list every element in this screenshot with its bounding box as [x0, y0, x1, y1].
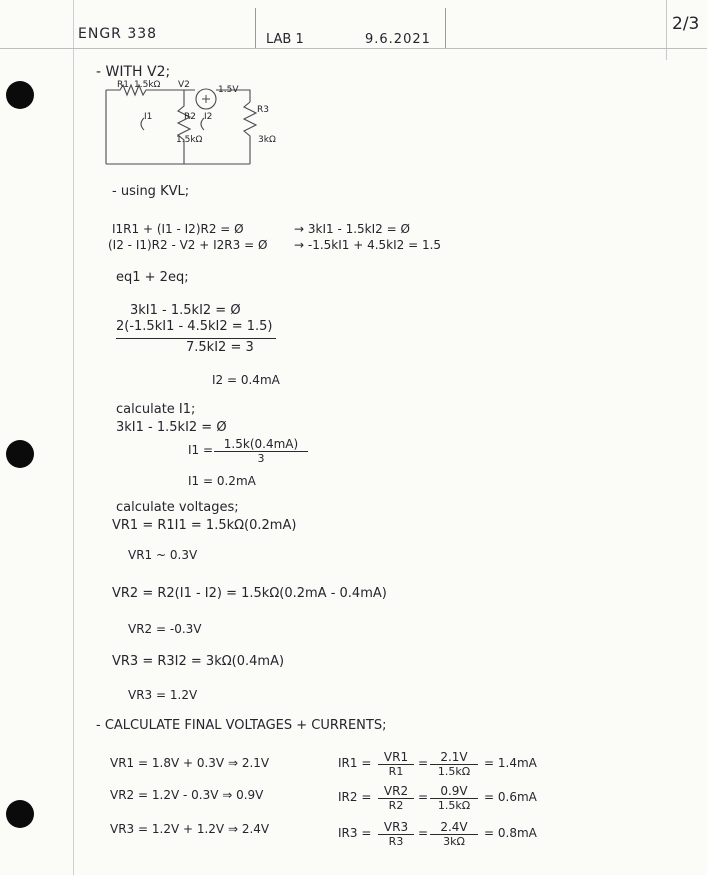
ir3-numerator: VR3 — [378, 820, 414, 835]
r2-value: 1.5kΩ — [176, 135, 203, 145]
final-heading: - CALCULATE FINAL VOLTAGES + CURRENTS; — [96, 718, 387, 733]
i2-result: I2 = 0.4mA — [212, 373, 280, 387]
r2-label: R2 — [184, 112, 196, 122]
ir3-result: = 0.8mA — [484, 826, 537, 840]
ir1-denominator: R1 — [388, 765, 404, 778]
with-v2-heading: - WITH V2; — [96, 64, 171, 80]
v2-label: V2 — [178, 80, 190, 90]
ir3-fraction-symbolic — [378, 820, 414, 848]
r3-label: R3 — [257, 105, 269, 115]
i1-label: I1 — [144, 112, 153, 122]
ir2-denominator: R2 — [388, 799, 404, 812]
ir2-result: = 0.6mA — [484, 790, 537, 804]
ir1-prefix: IR1 = — [338, 756, 372, 770]
kvl-eq2-left: (I2 - I1)R2 - V2 + I2R3 = Ø — [108, 238, 268, 252]
ir1-numerator: VR1 — [378, 750, 414, 765]
vr2-equation: VR2 = R2(I1 - I2) = 1.5kΩ(0.2mA - 0.4mA) — [112, 586, 387, 601]
combine-heading: eq1 + 2eq; — [116, 270, 189, 285]
margin-line — [73, 0, 74, 875]
lab-date: 9.6.2021 — [365, 32, 431, 47]
final-vr3: VR3 = 1.2V + 1.2V ⇒ 2.4V — [110, 822, 270, 836]
kvl-eq2-right: → -1.5kI1 + 4.5kI2 = 1.5 — [294, 238, 442, 252]
ir2-prefix: IR2 = — [338, 790, 372, 804]
calc-i1-numerator: 1.5k(0.4mA) — [214, 437, 308, 452]
kvl-heading: - using KVL; — [112, 184, 190, 199]
combine-line3: 7.5kI2 = 3 — [186, 340, 254, 355]
i2-label: I2 — [204, 112, 213, 122]
i1-result: I1 = 0.2mA — [188, 474, 256, 488]
calc-i1-line1: 3kI1 - 1.5kI2 = Ø — [116, 420, 227, 435]
ir3-prefix: IR3 = — [338, 826, 372, 840]
vr2-result: VR2 = -0.3V — [128, 622, 202, 636]
binder-hole-middle — [6, 440, 34, 468]
r1-label: R1 — [117, 80, 129, 90]
calc-voltages-heading: calculate voltages; — [116, 500, 239, 515]
final-vr2: VR2 = 1.2V - 0.3V ⇒ 0.9V — [110, 788, 264, 802]
combine-line2: 2(-1.5kI1 - 4.5kI2 = 1.5) — [116, 319, 273, 334]
lab-number: LAB 1 — [266, 32, 304, 47]
binder-hole-bottom — [6, 800, 34, 828]
header-divider-1 — [255, 8, 256, 48]
vr1-equation: VR1 = R1I1 = 1.5kΩ(0.2mA) — [112, 518, 297, 533]
ir1-eq-sign: = — [418, 756, 429, 770]
binder-hole-top — [6, 81, 34, 109]
calc-i1-heading: calculate I1; — [116, 402, 196, 417]
ir2-fraction-symbolic — [378, 784, 414, 812]
ir2-eq-sign: = — [418, 790, 429, 804]
v2-value: 1.5V — [218, 85, 239, 95]
header-divider-2 — [445, 8, 446, 48]
r3-value: 3kΩ — [258, 135, 276, 145]
ir1-value-numerator: 2.1V — [430, 750, 478, 765]
final-vr1: VR1 = 1.8V + 0.3V ⇒ 2.1V — [110, 756, 270, 770]
ir3-fraction-numeric — [430, 820, 478, 848]
ir1-result: = 1.4mA — [484, 756, 537, 770]
vr3-equation: VR3 = R3I2 = 3kΩ(0.4mA) — [112, 654, 285, 669]
page-number: 2/3 — [672, 14, 700, 34]
circuit-diagram — [100, 80, 290, 170]
r1-value: 1.5kΩ — [134, 80, 161, 90]
ir1-fraction-symbolic — [378, 750, 414, 778]
ir3-denominator: R3 — [388, 835, 404, 848]
ir1-fraction-numeric — [430, 750, 478, 778]
kvl-eq1-right: → 3kI1 - 1.5kI2 = Ø — [294, 222, 410, 236]
calc-i1-denominator: 3 — [257, 452, 265, 465]
ir2-value-numerator: 0.9V — [430, 784, 478, 799]
ir1-value-denominator: 1.5kΩ — [437, 765, 471, 778]
ir3-value-numerator: 2.4V — [430, 820, 478, 835]
kvl-eq1-left: I1R1 + (I1 - I2)R2 = Ø — [112, 222, 244, 236]
right-margin-line — [666, 0, 667, 60]
ir2-value-denominator: 1.5kΩ — [437, 799, 471, 812]
vr3-result: VR3 = 1.2V — [128, 688, 198, 702]
vr1-result: VR1 ~ 0.3V — [128, 548, 198, 562]
combine-line1: 3kI1 - 1.5kI2 = Ø — [130, 303, 241, 318]
ir2-numerator: VR2 — [378, 784, 414, 799]
ir2-fraction-numeric — [430, 784, 478, 812]
ir3-value-denominator: 3kΩ — [443, 835, 465, 848]
header-line — [0, 48, 707, 49]
combine-sum-line — [116, 338, 276, 339]
calc-i1-prefix: I1 = — [188, 443, 214, 457]
course-code: ENGR 338 — [78, 26, 158, 42]
calc-i1-fraction — [214, 437, 308, 465]
ir3-eq-sign: = — [418, 826, 429, 840]
